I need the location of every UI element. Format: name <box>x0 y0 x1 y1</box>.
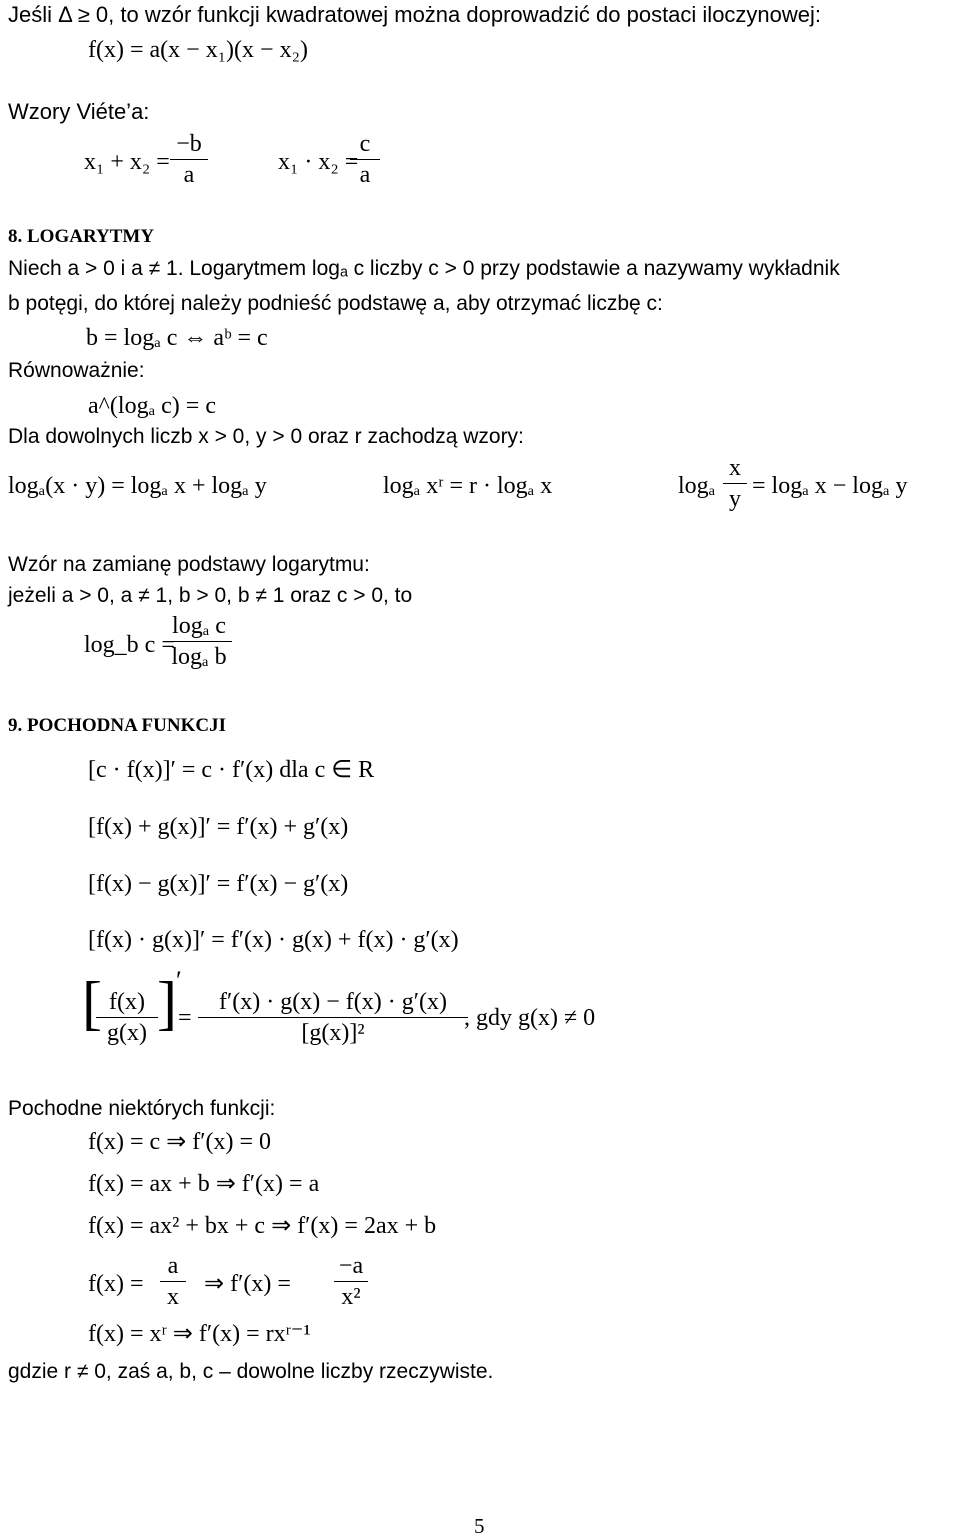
page-number: 5 <box>474 1514 485 1538</box>
quotient-rule-rhs-fraction <box>198 990 468 1045</box>
reciprocal-fraction <box>160 1254 186 1309</box>
log-power-rule: logₐ xʳ = r · logₐ x <box>383 473 553 499</box>
quotient-rule-condition: , gdy g(x) ≠ 0 <box>464 1005 596 1031</box>
change-of-base-conditions: jeżeli a > 0, a ≠ 1, b > 0, b ≠ 1 oraz c > 0, to <box>8 584 413 607</box>
derivative-sum-rule: [f(x) + g(x)]′ = f′(x) + g′(x) <box>88 814 349 840</box>
derivative-power: f(x) = xʳ ⇒ f′(x) = rxʳ⁻¹ <box>88 1321 311 1347</box>
fraction-bar <box>166 641 232 642</box>
change-of-base-left: log_b c = <box>84 632 175 658</box>
log-definition-line-2: b potęgi, do której należy podnieść podstawę a, aby otrzymać liczbę c: <box>8 292 663 315</box>
factored-form-formula: f(x) = a(x − x₁)(x − x₂) <box>88 37 308 63</box>
reciprocal-derivative-denominator: x² <box>341 1284 361 1310</box>
log-rules-intro: Dla dowolnych liczb x > 0, y > 0 oraz r zachodzą wzory: <box>8 425 524 448</box>
log-definition-line-1: Niech a > 0 i a ≠ 1. Logarytmem logₐ c liczby c > 0 przy podstawie a nazywamy wykładnik <box>8 257 840 280</box>
quotient-rule-lhs-denominator: g(x) <box>107 1020 147 1046</box>
derivative-reciprocal-middle: ⇒ f′(x) = <box>204 1271 291 1297</box>
reciprocal-derivative-fraction <box>334 1254 368 1309</box>
vieta-sum-left: x₁ + x₂ = <box>84 149 170 175</box>
derivative-product-rule: [f(x) · g(x)]′ = f′(x) · g(x) + f(x) · g′(x) <box>88 927 459 953</box>
vieta-product-fraction <box>350 132 380 187</box>
derivative-quadratic: f(x) = ax² + bx + c ⇒ f′(x) = 2ax + b <box>88 1213 437 1239</box>
quotient-rule-lhs-fraction <box>96 990 158 1045</box>
change-of-base-label: Wzór na zamianę podstawy logarytmu: <box>8 553 370 576</box>
vieta-label: Wzory Viéte’a: <box>8 99 150 124</box>
derivative-constant-multiple-rule: [c · f(x)]′ = c · f′(x) dla c ∈ R <box>88 757 375 783</box>
quotient-rule-rhs-numerator: f′(x) · g(x) − f(x) · g′(x) <box>219 989 447 1015</box>
change-of-base-fraction <box>166 614 232 669</box>
log-quotient-numerator: x <box>729 455 741 481</box>
right-bracket: ] <box>157 970 177 1036</box>
change-of-base-numerator: logₐ c <box>172 613 226 639</box>
fraction-bar <box>350 159 380 160</box>
log-quotient-right: = logₐ x − logₐ y <box>752 473 908 499</box>
equivalent-formula: a^(logₐ c) = c <box>88 393 216 419</box>
left-bracket: [ <box>82 970 102 1036</box>
quotient-rule-rhs-denominator: [g(x)]² <box>301 1020 365 1046</box>
vieta-product-denominator: a <box>359 162 371 188</box>
log-product-rule: logₐ(x · y) = logₐ x + logₐ y <box>8 473 267 499</box>
fraction-bar <box>170 159 208 160</box>
fraction-bar <box>160 1281 186 1282</box>
fraction-bar <box>96 1017 158 1018</box>
fraction-bar <box>198 1017 468 1018</box>
reciprocal-denominator: x <box>167 1284 179 1310</box>
vieta-product-numerator: c <box>359 131 371 157</box>
log-definition-formula: b = logₐ c ⇔ aᵇ = c <box>86 325 268 351</box>
fraction-bar <box>334 1281 368 1282</box>
section-9-heading: 9. POCHODNA FUNKCJI <box>8 715 226 736</box>
reciprocal-numerator: a <box>167 1253 179 1279</box>
equivalently-label: Równoważnie: <box>8 359 145 382</box>
some-derivatives-label: Pochodne niektórych funkcji: <box>8 1097 276 1120</box>
vieta-sum-denominator: a <box>183 162 195 188</box>
vieta-sum-numerator: −b <box>176 131 202 157</box>
quotient-rule-lhs-numerator: f(x) <box>109 989 145 1015</box>
derivative-linear: f(x) = ax + b ⇒ f′(x) = a <box>88 1171 320 1197</box>
equals-sign: = <box>178 1005 192 1031</box>
derivative-difference-rule: [f(x) − g(x)]′ = f′(x) − g′(x) <box>88 871 349 897</box>
reciprocal-derivative-numerator: −a <box>338 1253 364 1279</box>
footnote-real-numbers: gdzie r ≠ 0, zaś a, b, c – dowolne liczby rzeczywiste. <box>8 1360 494 1383</box>
change-of-base-denominator: logₐ b <box>171 644 227 670</box>
log-quotient-left: logₐ <box>678 473 716 499</box>
log-quotient-fraction <box>723 456 747 511</box>
log-quotient-denominator: y <box>729 486 741 512</box>
fraction-bar <box>723 483 747 484</box>
derivative-reciprocal-left: f(x) = <box>88 1271 144 1297</box>
prime-mark: ′ <box>176 966 182 995</box>
section-8-heading: 8. LOGARYTMY <box>8 226 155 247</box>
quadratic-factor-intro: Jeśli Δ ≥ 0, to wzór funkcji kwadratowej można doprowadzić do postaci iloczynowej: <box>8 2 822 27</box>
vieta-sum-fraction <box>170 132 208 187</box>
derivative-constant: f(x) = c ⇒ f′(x) = 0 <box>88 1129 272 1155</box>
vieta-product-left: x₁ · x₂ = <box>278 149 359 175</box>
